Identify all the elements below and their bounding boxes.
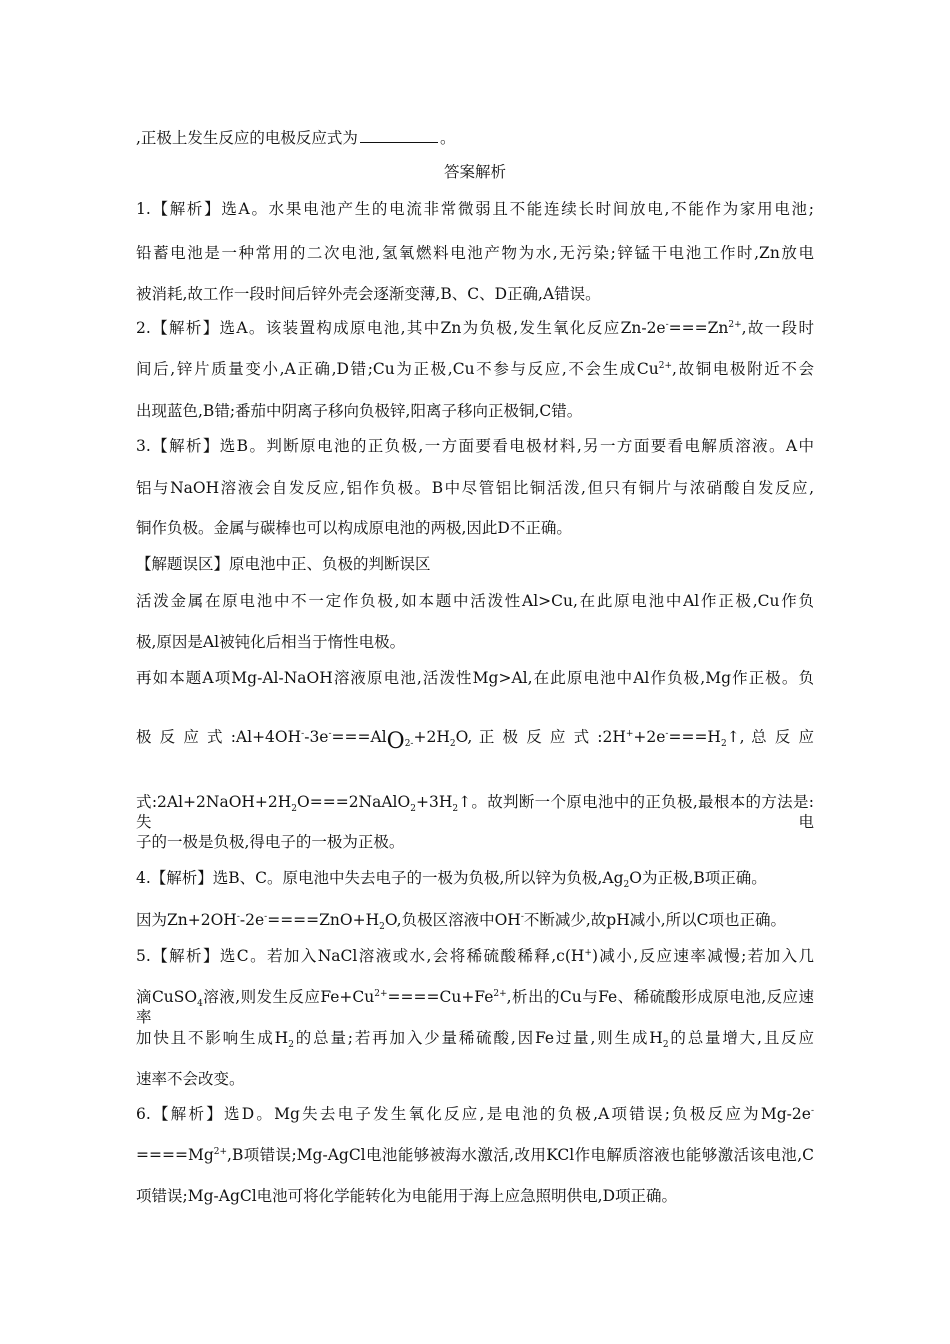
q5-line-1: 5.【解析】选C。若加入NaCl溶液或水,会将稀硫酸稀释,c(H+)减小,反应速率减慢;若加入几 (136, 947, 814, 965)
q6-line-3: 项错误;Mg-AgCl电池可将化学能转化为电能用于海上应急照明供电,D项正确。 (136, 1187, 678, 1205)
q2-line-1: 2.【解析】选A。该装置构成原电池,其中Zn为负极,发生氧化反应$Zn-2e^-===Zn^{2+}$,故一段时 (136, 319, 814, 337)
q1-line-2: 铅蓄电池是一种常用的二次电池,氢氧燃料电池产物为水,无污染;锌锰干电池工作时,Zn放电 (136, 244, 814, 262)
q2-line-2: 间后,锌片质量变小,A正确,D错;Cu为正极,Cu不参与反应,不会生成$Cu^{2+}$,故铜电极附近不会 (136, 360, 814, 378)
pitfall-title: 【解题误区】原电池中正、负极的判断误区 (136, 555, 431, 573)
pitfall-line-2: 极,原因是Al被钝化后相当于惰性电极。 (136, 633, 406, 651)
q6-line-1: 6.【解析】选D。Mg失去电子发生氧化反应,是电池的负极,A项错误;负极反应为Mg-2e- (136, 1105, 814, 1123)
q6-line-2: $====Mg^{2+},B$项错误;Mg-AgCl电池能够被海水激活,改用KCl作电解质溶液也能够激活该电池,C (136, 1146, 814, 1164)
q2-line-3: 出现蓝色,B错;番茄中阴离子移向负极锌,阳离子移向正极铜,C错。 (136, 402, 583, 420)
q5-line-3: 加快且不影响生成$H_2$的总量;若再加入少量稀硫酸,因Fe过量,则生成$H_2$的总量增大,且反应 (136, 1029, 814, 1051)
q5-line-2: 滴CuSO$_4$溶液,则发生反应$Fe+Cu^{2+}====Cu+Fe^{2+}$,析出的Cu与Fe、稀硫酸形成原电池,反应速率 (136, 988, 814, 1026)
q4-line-2: 因为$Zn+2OH^--2e^-====ZnO+H_2O$,负极区溶液中OH-不断减少,故pH减小,所以C项也正确。 (136, 911, 787, 933)
q4-line-1: 4.【解析】选B、C。原电池中失去电子的一极为负极,所以锌为负极$,Ag_2O$为正极,B项正确。 (136, 869, 767, 891)
q5-line-4: 速率不会改变。 (136, 1070, 245, 1088)
q1-line-3: 被消耗,故工作一段时间后锌外壳会逐渐变薄,B、C、D正确,A错误。 (136, 285, 601, 303)
section-title: 答案解析 (443, 163, 506, 181)
pitfall-line-4: 极 反 应 式 $:Al+4OH^--3e^-===AlO_{2-}+2H_2O$, 正 极 反 应 式 $:2H^++2e^-===H_2↑$, 总 反 应 (136, 728, 815, 754)
q1-line-1: 1.【解析】选A。水果电池产生的电流非常微弱且不能连续长时间放电,不能作为家用电池; (136, 200, 814, 218)
answer-blank (360, 128, 438, 143)
intro-line: ,正极上发生反应的电极反应式为 。 (136, 129, 456, 147)
q3-line-3: 铜作负极。金属与碳棒也可以构成原电池的两极,因此D不正确。 (136, 519, 572, 537)
pitfall-line-3: 再如本题A项Mg-Al-NaOH溶液原电池,活泼性Mg>Al,在此原电池中Al作负极,Mg作正极。负 (136, 669, 814, 687)
pitfall-line-6: 子的一极是负极,得电子的一极为正极。 (136, 833, 405, 851)
q3-line-1: 3.【解析】选B。判断原电池的正负极,一方面要看电极材料,另一方面要看电解质溶液。A中 (136, 437, 814, 455)
q3-line-2: 铝与NaOH溶液会自发反应,铝作负极。B中尽管铝比铜活泼,但只有铜片与浓硝酸自发反应, (136, 479, 814, 497)
pitfall-line-5: 式$:2Al+2NaOH+2H_2O===2NaAlO_2+3H_2↑$。故判断一个原电池中的正负极,最根本的方法是:失电 (136, 793, 814, 831)
pitfall-line-1: 活泼金属在原电池中不一定作负极,如本题中活泼性Al>Cu,在此原电池中Al作正极,Cu作负 (136, 592, 814, 610)
